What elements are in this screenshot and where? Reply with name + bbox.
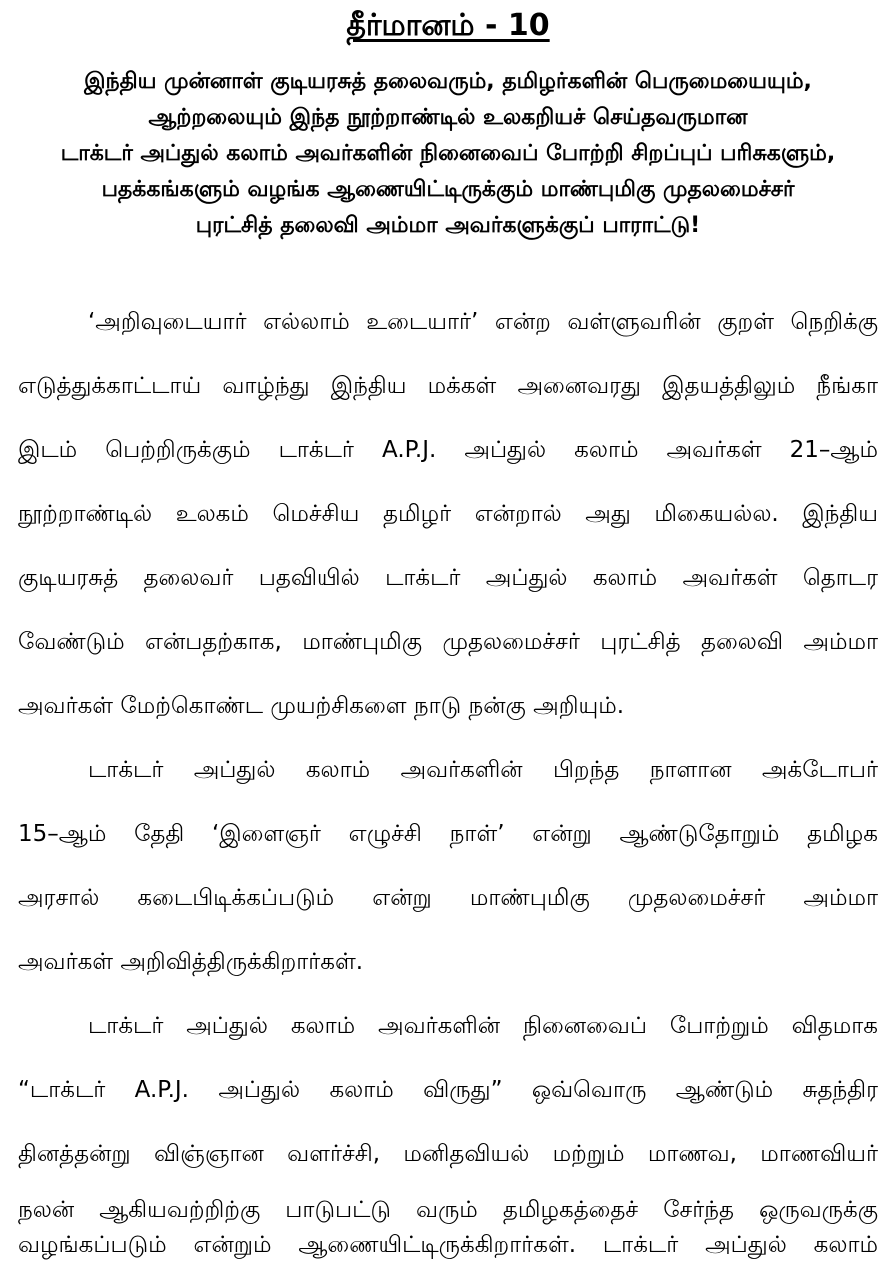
- paragraph-3-line: வழங்கப்படும் என்றும் ஆணையிட்டிருக்கிறார்கள். டாக்டர் அப்துல் கலாம்: [18, 1232, 878, 1258]
- heading-line: டாக்டர் அப்துல் கலாம் அவர்களின் நினைவைப் போற்றி சிறப்புப் பரிசுகளும்,: [60, 141, 836, 166]
- paragraph-2-line: அரசால் கடைபிடிக்கப்படும் என்று மாண்புமிகு முதலமைச்சர் அம்மா: [18, 885, 878, 911]
- paragraph-1-line: குடியரசுத் தலைவர் பதவியில் டாக்டர் அப்துல் கலாம் அவர்கள் தொடர: [18, 565, 878, 591]
- paragraph-2-line: டாக்டர் அப்துல் கலாம் அவர்களின் பிறந்த நாளான அக்டோபர்: [88, 757, 878, 783]
- paragraph-2-line: அவர்கள் அறிவித்திருக்கிறார்கள்.: [18, 949, 364, 975]
- heading-line: புரட்சித் தலைவி அம்மா அவர்களுக்குப் பாராட்டு!: [195, 213, 701, 238]
- paragraph-1-line: இடம் பெற்றிருக்கும் டாக்டர் A.P.J. அப்துல் கலாம் அவர்கள் 21–ஆம்: [18, 437, 878, 463]
- paragraph-1-line: நூற்றாண்டில் உலகம் மெச்சிய தமிழர் என்றால் அது மிகையல்ல. இந்திய: [18, 501, 878, 527]
- heading-line: ஆற்றலையும் இந்த நூற்றாண்டில் உலகறியச் செய்தவருமான: [148, 105, 748, 130]
- paragraph-3-line: நலன் ஆகியவற்றிற்கு பாடுபட்டு வரும் தமிழகத்தைச் சேர்ந்த ஒருவருக்கு: [18, 1197, 878, 1223]
- paragraph-1-line: வேண்டும் என்பதற்காக, மாண்புமிகு முதலமைச்சர் புரட்சித் தலைவி அம்மா: [18, 629, 878, 655]
- resolution-heading: [10, 64, 886, 244]
- heading-line: பதக்கங்களும் வழங்க ஆணையிட்டிருக்கும் மாண்புமிகு முதலமைச்சர்: [101, 177, 795, 202]
- paragraph-3-line: “டாக்டர் A.P.J. அப்துல் கலாம் விருது” ஒவ்வொரு ஆண்டும் சுதந்திர: [18, 1077, 878, 1103]
- paragraph-3-line: தினத்தன்று விஞ்ஞான வளர்ச்சி, மனிதவியல் மற்றும் மாணவ, மாணவியர்: [18, 1141, 878, 1167]
- paragraph-1-line: அவர்கள் மேற்கொண்ட முயற்சிகளை நாடு நன்கு அறியும்.: [18, 693, 625, 719]
- resolution-title: தீர்மானம் - 10: [346, 8, 550, 43]
- paragraph-1-line: எடுத்துக்காட்டாய் வாழ்ந்து இந்திய மக்கள் அனைவரது இதயத்திலும் நீங்கா: [18, 373, 878, 399]
- paragraph-3-line: டாக்டர் அப்துல் கலாம் அவர்களின் நினைவைப் போற்றும் விதமாக: [88, 1013, 878, 1039]
- paragraph-2-line: 15–ஆம் தேதி ‘இளைஞர் எழுச்சி நாள்’ என்று ஆண்டுதோறும் தமிழக: [18, 821, 878, 847]
- paragraph-1-line: ‘அறிவுடையார் எல்லாம் உடையார்’ என்ற வள்ளுவரின் குறள் நெறிக்கு: [88, 309, 878, 335]
- heading-line: இந்திய முன்னாள் குடியரசுத் தலைவரும், தமிழர்களின் பெருமையையும்,: [84, 69, 812, 94]
